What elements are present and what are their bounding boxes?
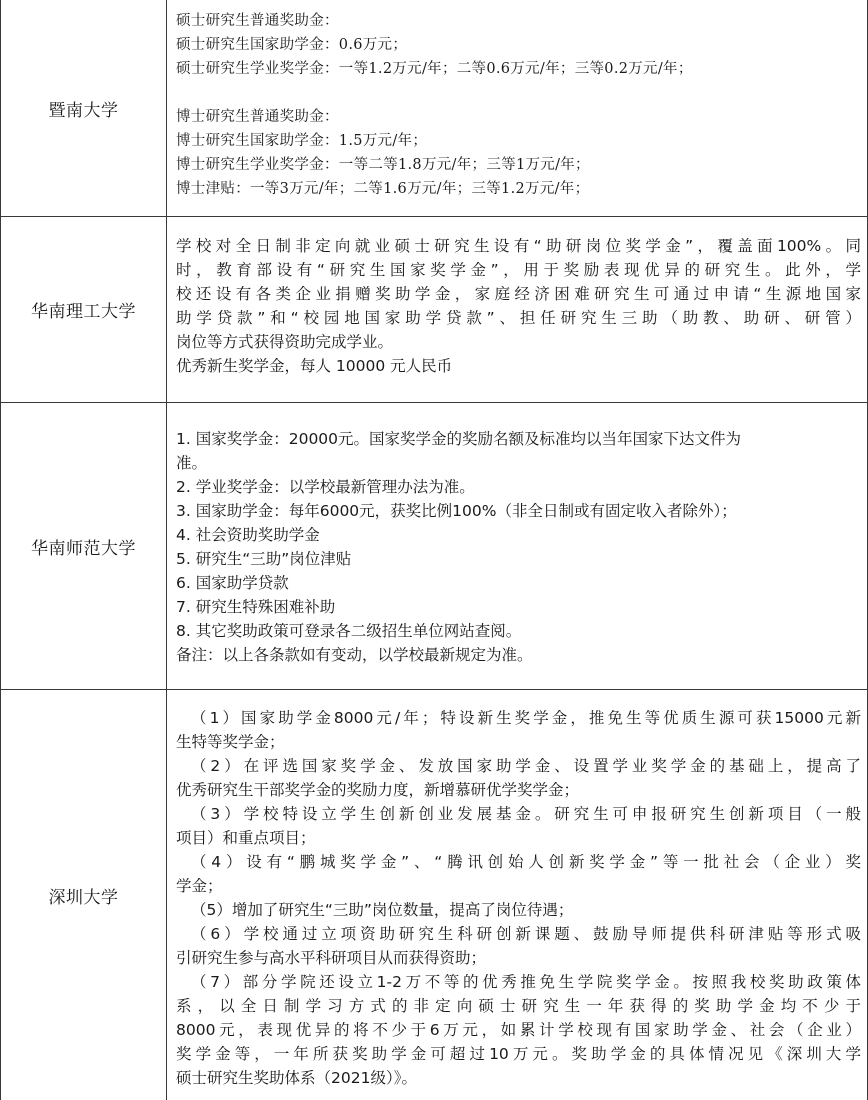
policy-line: 优秀新生奖学金，每人 10000 元人民币 (176, 357, 453, 375)
policy-line: 准。 (176, 454, 208, 472)
policy-line: （7）部分学院还设立1-2万不等的优秀推免生学院奖学金。按照我校奖助政策体 (191, 973, 861, 991)
policy-cell (167, 403, 868, 689)
policy-cell (167, 0, 868, 216)
policy-cell (167, 690, 868, 1100)
policy-line: 6. 国家助学贷款 (176, 574, 289, 592)
policy-line: 学校对全日制非定向就业硕士研究生设有“助研岗位奖学金”，覆盖面100%。同 (176, 237, 861, 255)
policy-line: 3. 国家助学金：每年6000元，获奖比例100%（非全日制或有固定收入者除外）； (176, 502, 737, 520)
university-name-cell: 华南师范大学 (1, 403, 167, 689)
policy-line: 项目）和重点项目； (176, 829, 316, 847)
policy-line: （2）在评选国家奖学金、发放国家助学金、设置学业奖学金的基础上，提高了 (191, 757, 861, 775)
policy-line: 硕士研究生奖助体系（2021级）》。 (176, 1069, 417, 1087)
university-name-cell: 深圳大学 (1, 690, 167, 1100)
policy-line: 4. 社会资助奖助学金 (176, 526, 320, 544)
policy-line: 生特等奖学金； (176, 733, 285, 751)
policy-line: 硕士研究生普通奖助金： (176, 13, 339, 29)
policy-line: 博士津贴：一等3万元/年；二等1.6万元/年；三等1.2万元/年； (176, 181, 590, 197)
policy-line: （5）增加了研究生“三助”岗位数量，提高了岗位待遇； (191, 901, 574, 919)
policy-line: 校还设有各类企业捐赠奖助学金，家庭经济困难研究生可通过申请“生源地国家 (176, 285, 861, 303)
policy-cell (167, 217, 868, 402)
policy-line: 博士研究生国家助学金：1.5万元/年； (176, 133, 428, 149)
policy-line: 7. 研究生特殊困难补助 (176, 598, 336, 616)
policy-line: （6）学校通过立项资助研究生科研创新课题、鼓励导师提供科研津贴等形式吸 (191, 925, 861, 943)
policy-line: 硕士研究生学业奖学金：一等1.2万元/年；二等0.6万元/年；三等0.2万元/年； (176, 61, 693, 77)
policy-line: 5. 研究生“三助”岗位津贴 (176, 550, 352, 568)
policy-line: 系，以全日制学习方式的非定向硕士研究生一年获得的奖助学金均不少于 (176, 997, 861, 1015)
policy-line: 8. 其它奖助政策可登录各二级招生单位网站查阅。 (176, 622, 522, 640)
policy-line: 岗位等方式获得资助完成学业。 (176, 333, 394, 351)
policy-line: 博士研究生学业奖学金：一等二等1.8万元/年；三等1万元/年； (176, 157, 590, 173)
policy-line: 2. 学业奖学金：以学校最新管理办法为准。 (176, 478, 475, 496)
university-name-cell: 华南理工大学 (1, 217, 167, 402)
policy-line: 8000元，表现优异的将不少于6万元，如累计学校现有国家助学金、社会（企业） (176, 1021, 861, 1039)
table-row (1, 217, 868, 403)
policy-line: （4）设有“鹏城奖学金”、“腾讯创始人创新奖学金”等一批社会（企业）奖 (191, 853, 861, 871)
blank-line (176, 81, 861, 105)
policy-line: （3）学校特设立学生创新创业发展基金。研究生可申报研究生创新项目（一般 (191, 805, 861, 823)
policy-line: 时，教育部设有“研究生国家奖学金”，用于奖励表现优异的研究生。此外，学 (176, 261, 861, 279)
policy-line: 奖学金等，一年所获奖助学金可超过10万元。奖助学金的具体情况见《深圳大学 (176, 1045, 861, 1063)
university-name-cell: 暨南大学 (1, 0, 167, 216)
policy-line: 博士研究生普通奖助金： (176, 109, 339, 125)
table-row (1, 403, 868, 690)
policy-line: 硕士研究生国家助学金：0.6万元； (176, 37, 408, 53)
policy-line: （1）国家助学金8000元/年；特设新生奖学金，推免生等优质生源可获15000元新 (191, 709, 861, 727)
policy-line: 优秀研究生干部奖学金的奖励力度，新增慕研优学奖学金； (176, 781, 580, 799)
policy-line: 备注：以上各条款如有变动，以学校最新规定为准。 (176, 646, 533, 664)
policy-line: 学金； (176, 877, 223, 895)
table-row (1, 0, 868, 217)
policy-line: 1. 国家奖学金：20000元。国家奖学金的奖励名额及标准均以当年国家下达文件为 (176, 430, 742, 448)
policy-line: 引研究生参与高水平科研项目从而获得资助； (176, 949, 487, 967)
policy-line: 助学贷款”和“校园地国家助学贷款”、担任研究生三助（助教、助研、研管） (176, 309, 861, 327)
table-row (1, 690, 868, 1100)
